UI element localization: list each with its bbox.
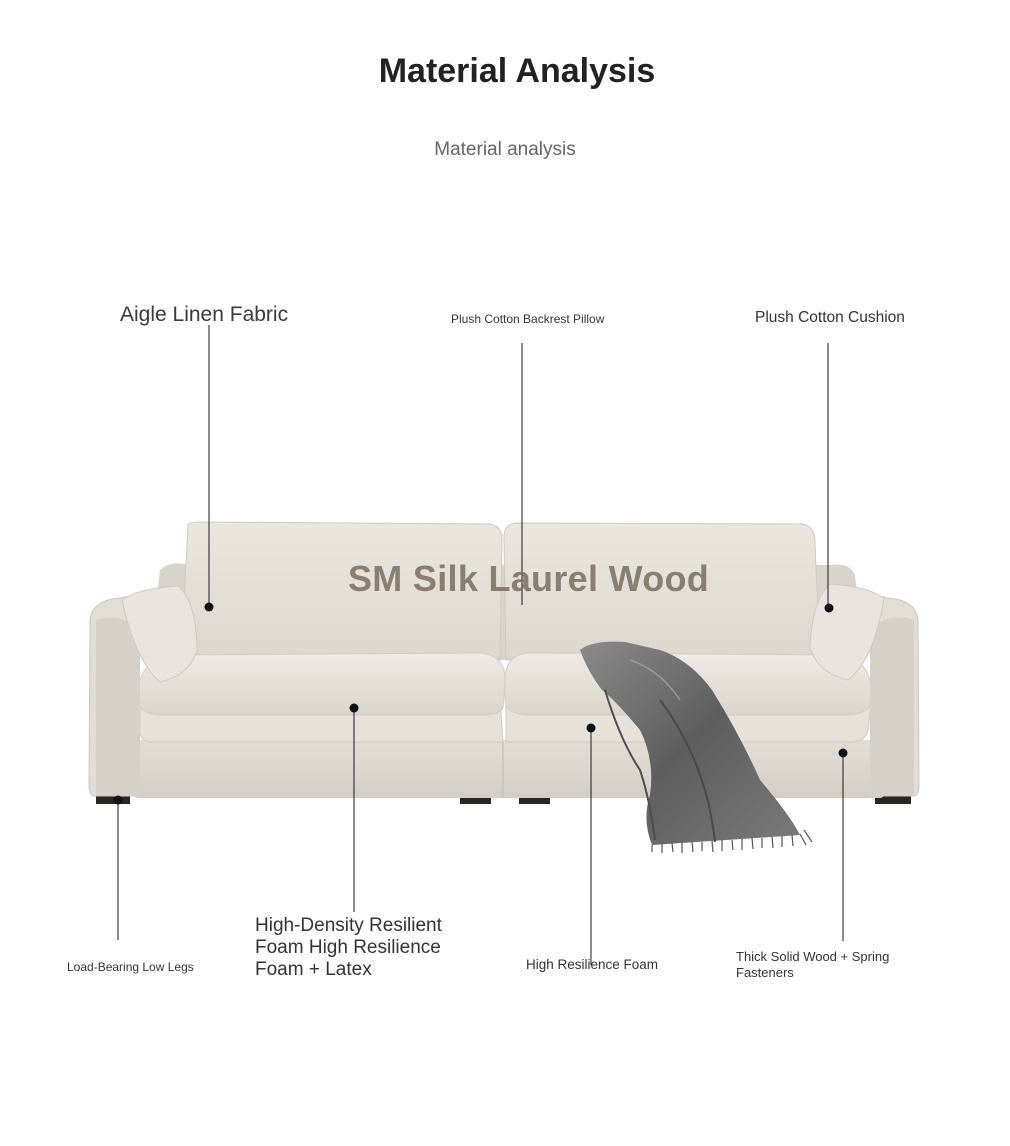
sofa-base (134, 740, 884, 798)
dot-resilience-foam (587, 724, 596, 733)
label-legs: Load-Bearing Low Legs (67, 960, 194, 974)
page-subtitle: Material analysis (434, 139, 576, 160)
label-backrest-pillow: Plush Cotton Backrest Pillow (451, 312, 605, 326)
page-title: Material Analysis (378, 52, 656, 90)
label-resilience-foam: High Resilience Foam (526, 957, 659, 972)
dot-fabric (205, 603, 214, 612)
dot-cushion (825, 604, 834, 613)
label-fabric: Aigle Linen Fabric (120, 303, 289, 326)
label-wood-spring: Thick Solid Wood + Spring Fasteners (736, 949, 890, 980)
label-cushion: Plush Cotton Cushion (755, 309, 905, 326)
seat-cushion-left (138, 653, 505, 715)
leg-left (96, 796, 130, 804)
dot-foam-latex (350, 704, 359, 713)
label-foam-latex: High-Density Resilient Foam High Resilience Foam + Latex (255, 915, 442, 980)
dot-legs (114, 796, 123, 805)
watermark-text: SM Silk Laurel Wood (348, 558, 710, 599)
dot-wood-spring (839, 749, 848, 758)
